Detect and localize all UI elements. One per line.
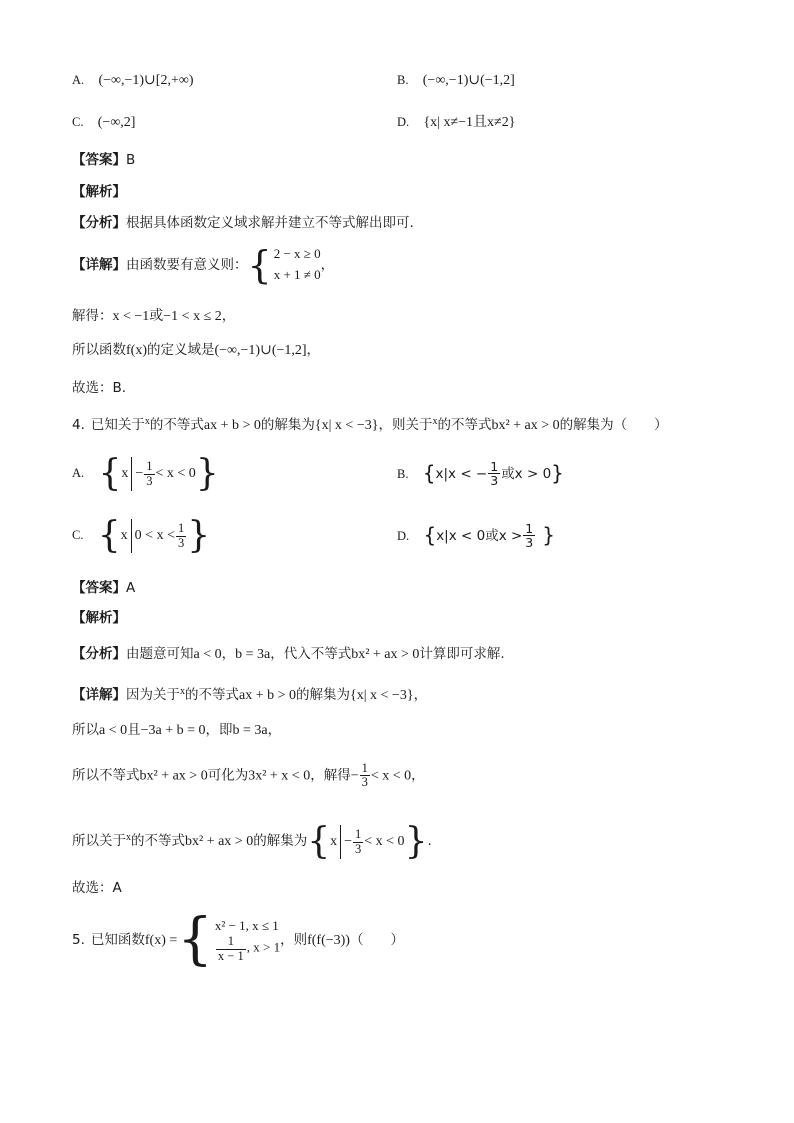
fenxi-text: ，代入不等式 — [270, 646, 352, 662]
piece-row-1: x² − 1, x ≤ 1 — [214, 918, 279, 934]
option-set: {x − $\frac{1}{3}$ < x < 0} — [98, 453, 219, 494]
text: . — [427, 833, 432, 850]
q3-choose: 故选：B. — [72, 380, 127, 396]
question-number: 4. — [72, 417, 85, 433]
piece-row-2 — [215, 935, 280, 962]
q4-option-b[interactable] — [397, 460, 564, 487]
solve-suffix: ， — [221, 308, 236, 324]
stem-text: 的不等式 — [149, 417, 204, 433]
equation-system: { 2 − x ≥ 0 x + 1 ≠ 0 — [247, 242, 321, 287]
xj-math: {x| x < −3} — [350, 688, 414, 703]
numerator: 1 — [355, 827, 362, 842]
system-suffix: ， — [320, 256, 335, 273]
text: 所以不等式 — [72, 767, 140, 784]
q3-answer — [72, 152, 135, 168]
math: − — [350, 768, 359, 784]
denominator: 3 — [361, 775, 368, 790]
option-text: (−∞,2] — [97, 115, 136, 130]
text: ，解得 — [310, 767, 351, 784]
math: bx² + ax > 0 — [185, 834, 254, 850]
q3-xiangjie — [72, 244, 334, 286]
stem-math: f(x) = — [144, 933, 178, 948]
stem-math: f(f(−3)) — [307, 933, 350, 948]
answer-tag: 【答案】 — [72, 580, 126, 596]
denominator: 3 — [146, 473, 153, 488]
option-label: C. — [72, 528, 84, 543]
fenxi-text: 由题意可知 — [126, 646, 194, 662]
xj-text: 因为关于 — [126, 687, 180, 703]
option-label: C. — [72, 115, 84, 129]
q4-analysis-tag: 【解析】 — [72, 610, 126, 626]
xiangjie-prefix: 由函数要有意义则： — [126, 256, 248, 273]
option-text: (−∞,−1)∪(−1,2] — [422, 73, 515, 88]
q3-fenxi — [72, 215, 414, 231]
set-var: x — [120, 528, 128, 544]
set-var: x — [330, 834, 338, 850]
xj-text: 的解集为 — [296, 687, 351, 703]
numerator: 1 — [177, 521, 185, 536]
fraction — [360, 762, 370, 789]
stem-text: ，则关于 — [378, 417, 433, 433]
stem-text: 已知函数 — [90, 932, 145, 948]
text: ，即 — [205, 722, 233, 738]
q4-option-c[interactable] — [72, 515, 211, 556]
numerator: 1 — [490, 459, 499, 474]
q3-analysis-tag: 【解析】 — [72, 184, 126, 200]
text: ， — [267, 722, 282, 738]
text: ， — [411, 767, 425, 784]
xiangjie-tag: 【详解】 — [72, 256, 126, 273]
q4-line-3 — [72, 762, 425, 789]
q3-option-a[interactable] — [72, 72, 193, 90]
answer-value: B — [126, 152, 136, 168]
fraction — [488, 460, 500, 487]
xj-math: ax + b > 0 — [239, 688, 297, 703]
q4-option-a[interactable] — [72, 453, 219, 494]
option-label: A. — [72, 73, 85, 87]
stem-ineq: bx² + ax > 0 — [491, 418, 560, 433]
option-label: B. — [397, 466, 409, 481]
stem-text: 的不等式 — [437, 417, 492, 433]
stem-set: {x| x < −3} — [314, 418, 379, 433]
fenxi-math: b = 3a — [235, 647, 271, 662]
var: x — [126, 832, 131, 844]
set-right: 或x > 0 — [501, 465, 552, 482]
numerator: 1 — [525, 521, 534, 536]
stem-text: 已知关于 — [90, 417, 145, 433]
xj-text: 的不等式 — [185, 687, 239, 703]
q4-choose: 故选：A — [72, 880, 122, 896]
denominator: x − 1 — [217, 948, 244, 963]
denominator: 3 — [355, 841, 362, 856]
q4-fenxi — [72, 646, 505, 664]
piece-cond: , x > 1 — [246, 940, 281, 956]
option-label: B. — [397, 73, 409, 87]
solve-math: x < −1或−1 < x ≤ 2 — [112, 309, 222, 324]
stem-var: x — [144, 416, 150, 427]
stem-ineq: ax + b > 0 — [203, 418, 261, 433]
math: b = 3a — [232, 723, 268, 738]
q3-domain-line — [72, 342, 320, 360]
set-left: 0 < x < — [134, 528, 175, 544]
text: 的解集为 — [253, 833, 308, 850]
domain-set: (−∞,−1)∪(−1,2] — [214, 343, 307, 358]
system-row-1: 2 − x ≥ 0 — [273, 246, 321, 261]
math: < x < 0 — [370, 768, 412, 784]
q3-option-c[interactable] — [72, 114, 135, 132]
fenxi-math: bx² + ax > 0 — [351, 647, 420, 662]
denominator: 3 — [177, 535, 185, 550]
stem-text: 的解集为（ ） — [559, 417, 668, 433]
solve-text: 解得： — [72, 308, 113, 324]
option-text: {x| x≠−1且x≠2} — [423, 115, 516, 130]
option-label: D. — [397, 528, 410, 543]
numerator: 1 — [361, 761, 368, 775]
fenxi-text: ， — [221, 646, 236, 662]
text: 所以 — [72, 722, 99, 738]
answer-value: A — [126, 580, 136, 596]
fraction — [353, 828, 363, 855]
q4-option-d[interactable] — [397, 522, 555, 549]
option-label: D. — [397, 115, 410, 129]
stem-text: 的解集为 — [260, 417, 315, 433]
set-left: x|x < 0或x > — [436, 527, 523, 544]
numerator: 1 — [146, 459, 153, 474]
text: 且 — [127, 722, 141, 738]
domain-prefix: 所以函数 — [72, 342, 126, 358]
stem-var: x — [432, 416, 438, 427]
set-left: − — [344, 834, 353, 850]
stem-text: （ ） — [349, 932, 404, 948]
set-right: < x < 0 — [364, 834, 405, 850]
set-left: − — [135, 466, 144, 482]
q5-stem — [72, 907, 404, 972]
q4-line-4 — [72, 821, 432, 862]
math: a < 0 — [99, 723, 128, 738]
set-right: < x < 0 — [155, 466, 196, 482]
option-set: {x|x < 0或x > $\frac{1}{3}$ } — [423, 521, 555, 551]
xj-var: x — [180, 686, 185, 697]
xiangjie-tag: 【详解】 — [72, 687, 126, 703]
denominator: 3 — [525, 535, 534, 551]
domain-fx: f(x) — [126, 343, 147, 358]
fenxi-text: 计算即可求解. — [419, 646, 505, 662]
denominator: 3 — [490, 473, 499, 489]
fenxi-math: a < 0 — [193, 647, 222, 662]
fraction — [144, 460, 154, 487]
option-text: (−∞,−1)∪[2,+∞) — [98, 73, 194, 88]
text: 所以关于 — [72, 833, 126, 850]
q4-line-2 — [72, 722, 281, 740]
q3-solve-line — [72, 308, 235, 326]
answer-tag: 【答案】 — [72, 152, 126, 168]
set-left: x|x < − — [435, 465, 488, 482]
math: −3a + b = 0 — [140, 723, 206, 738]
q4-xiangjie — [72, 686, 427, 705]
piecewise-function: { x² − 1, x ≤ 1 $\frac{1}{x - 1}$ , x > 1 — [177, 907, 281, 972]
q4-answer — [72, 580, 135, 596]
system-row-2: x + 1 ≠ 0 — [273, 266, 321, 282]
solution-set: {x − $\frac{1}{3}$ < x < 0} — [307, 821, 428, 862]
option-set: {x 0 < x < $\frac{1}{3}$ } — [97, 515, 211, 556]
question-number: 5. — [72, 932, 85, 948]
fenxi-text: 根据具体函数定义域求解并建立不等式解出即可. — [126, 215, 414, 231]
q3-option-d[interactable] — [397, 114, 515, 132]
option-set: {x|x < − $\frac{1}{3}$ 或x > 0} — [422, 459, 564, 489]
set-var: x — [121, 466, 129, 482]
xj-text: ， — [413, 687, 428, 703]
math: 3x² + x < 0 — [248, 768, 311, 784]
q3-option-b[interactable] — [397, 72, 515, 90]
fenxi-tag: 【分析】 — [72, 646, 126, 662]
fraction — [176, 522, 186, 549]
math: bx² + ax > 0 — [139, 768, 208, 784]
text: 可化为 — [207, 767, 249, 784]
domain-suffix: ， — [306, 342, 321, 358]
stem-text: ，则 — [280, 932, 308, 948]
fraction — [523, 522, 535, 549]
fenxi-tag: 【分析】 — [72, 215, 126, 231]
domain-mid: 的定义域是 — [147, 342, 215, 358]
q4-stem — [72, 416, 668, 435]
numerator: 1 — [227, 934, 234, 949]
text: 的不等式 — [131, 833, 185, 850]
option-label: A. — [72, 466, 85, 481]
